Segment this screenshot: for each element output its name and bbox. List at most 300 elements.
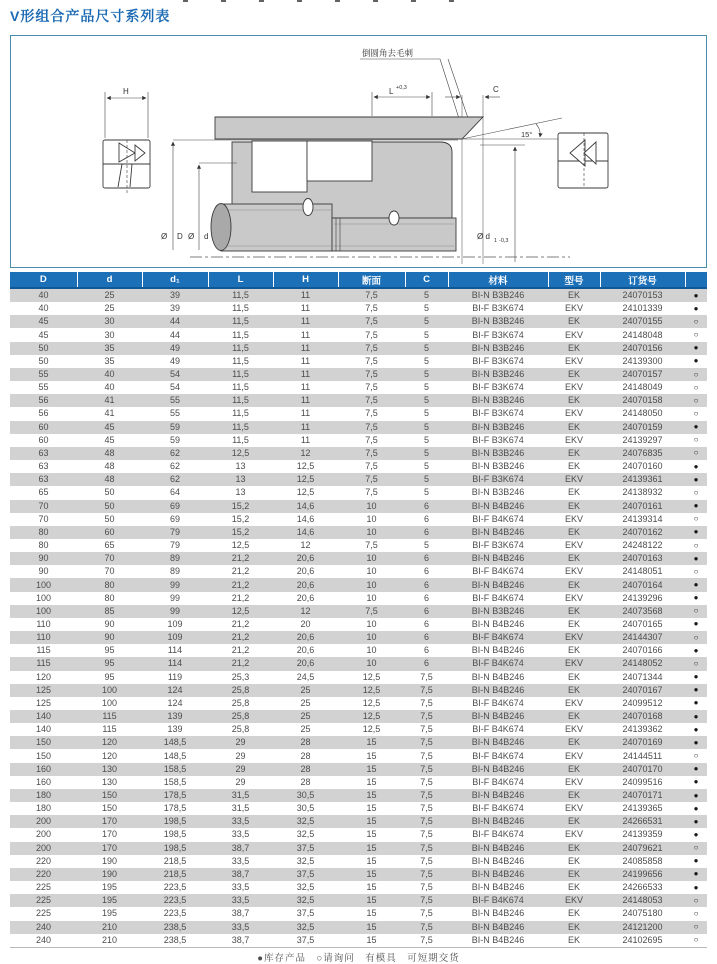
footer-legend: ●库存产品 ○请询问 有模具 可短期交货 <box>257 953 460 964</box>
table-cell: 69 <box>142 500 208 513</box>
table-cell: 15 <box>366 803 377 814</box>
gland-notch-2 <box>307 141 372 181</box>
table-cell: 6 <box>423 645 429 656</box>
stock-dot: ● <box>685 868 707 881</box>
table-cell: 100 <box>101 697 118 708</box>
table-cell: 63 <box>10 447 77 460</box>
table-cell: 12,5 <box>231 540 250 551</box>
table-cell: 12,5 <box>362 724 381 735</box>
table-cell: 21,2 <box>231 592 250 603</box>
dim-l-tolerance: +0,3 <box>396 85 407 91</box>
table-cell: 190 <box>101 855 118 866</box>
table-cell: EK <box>548 710 600 723</box>
table-cell: 20 <box>300 618 311 629</box>
table-cell: 10 <box>338 500 405 513</box>
housing-top-bar <box>215 117 483 139</box>
table-cell: 100 <box>77 684 142 697</box>
table-cell: 21,2 <box>231 566 250 577</box>
table-cell: 170 <box>77 815 142 828</box>
table-cell: 5 <box>405 342 448 355</box>
table-cell: 150 <box>77 789 142 802</box>
stock-dot: ○ <box>685 631 707 644</box>
table-cell: 24070171 <box>600 789 685 802</box>
table-cell: 24071344 <box>622 671 663 682</box>
table-cell: 24139300 <box>622 355 663 366</box>
table-cell: 60 <box>77 526 142 539</box>
table-cell: BI-N B4B246 <box>471 934 525 945</box>
table-row <box>10 736 707 749</box>
table-cell: EK <box>548 684 600 697</box>
table-cell: BI-N B4B246 <box>448 763 548 776</box>
stock-dot: ○ <box>693 540 699 550</box>
table-cell: 25,3 <box>231 671 250 682</box>
stock-dot: ○ <box>685 657 707 670</box>
table-cell: 24070153 <box>600 288 685 302</box>
table-cell: EK <box>548 815 600 828</box>
o-ring-left <box>303 199 313 216</box>
table-cell: EK <box>567 882 580 893</box>
table-cell: BI-F B4K674 <box>472 829 524 840</box>
table-row <box>10 802 707 815</box>
table-cell: 5 <box>423 329 429 340</box>
stock-dot: ● <box>693 619 699 629</box>
table-cell: 99 <box>169 592 180 603</box>
table-cell: 50 <box>10 342 77 355</box>
table-cell: 37,5 <box>296 934 315 945</box>
dim-c-label: C <box>493 85 499 94</box>
table-cell: BI-F B4K674 <box>472 513 524 524</box>
column-header: d <box>77 272 142 288</box>
table-cell: 24070168 <box>600 710 685 723</box>
table-cell: 24148053 <box>600 894 685 907</box>
stock-dot: ● <box>693 593 699 603</box>
table-cell: 11 <box>273 421 338 434</box>
table-cell: 38,7 <box>231 908 250 919</box>
table-cell: 79 <box>169 540 180 551</box>
table-cell: EK <box>548 605 600 618</box>
table-cell: EK <box>567 671 580 682</box>
table-cell: 5 <box>405 421 448 434</box>
table-cell: 110 <box>36 618 51 629</box>
table-cell: BI-F B3K674 <box>472 329 524 340</box>
table-cell: 41 <box>77 394 142 407</box>
table-cell: 25 <box>300 697 311 708</box>
table-cell: BI-N B4B246 <box>448 789 548 802</box>
table-cell: 12 <box>273 605 338 618</box>
table-cell: 158,5 <box>163 776 187 787</box>
table-cell: 12,5 <box>208 447 273 460</box>
table-cell: 5 <box>423 408 429 419</box>
table-cell: 12 <box>273 447 338 460</box>
table-cell: 225 <box>10 894 77 907</box>
table-cell: 33,5 <box>231 882 250 893</box>
table-cell: 160 <box>10 763 77 776</box>
table-cell: 7,5 <box>405 763 448 776</box>
table-row <box>10 368 707 381</box>
table-cell: 24073568 <box>600 605 685 618</box>
table-row <box>10 565 707 578</box>
table-row <box>10 447 707 460</box>
table-cell: 35 <box>77 342 142 355</box>
table-cell: 15 <box>338 815 405 828</box>
table-cell: BI-F B4K674 <box>472 566 524 577</box>
table-cell: 20,6 <box>296 592 315 603</box>
table-cell: 70 <box>10 500 77 513</box>
table-cell: 5 <box>423 487 429 498</box>
table-cell: 6 <box>423 513 429 524</box>
table-cell: 7,5 <box>405 894 448 907</box>
dimension-dia-d1 <box>480 145 525 262</box>
table-cell: 24099512 <box>622 697 663 708</box>
stock-dot: ● <box>693 777 699 787</box>
table-cell: 21,2 <box>208 631 273 644</box>
table-cell: 15 <box>366 776 377 787</box>
stock-dot: ● <box>685 421 707 434</box>
table-cell: EK <box>567 934 580 945</box>
stock-dot: ○ <box>693 514 699 524</box>
table-cell: 50 <box>77 500 142 513</box>
table-row <box>10 828 707 841</box>
table-cell: EKV <box>564 829 583 840</box>
table-cell: 15,2 <box>208 526 273 539</box>
table-cell: 15 <box>366 882 377 893</box>
table-cell: 7,5 <box>405 921 448 934</box>
table-cell: 14,6 <box>273 500 338 513</box>
table-cell: 7,5 <box>405 736 448 749</box>
table-cell: 7,5 <box>420 882 433 893</box>
table-cell: 125 <box>10 684 77 697</box>
table-cell: 5 <box>423 434 429 445</box>
table-row <box>10 921 707 934</box>
table-row <box>10 407 707 420</box>
table-cell: BI-N B3B246 <box>448 342 548 355</box>
table-cell: 49 <box>169 355 180 366</box>
table-cell: 160 <box>35 776 52 787</box>
table-cell: 11,5 <box>232 382 249 393</box>
table-cell: 29 <box>235 750 246 761</box>
deburr-note: 倒圆角去毛刺 <box>362 48 414 58</box>
table-cell: BI-N B4B246 <box>471 671 525 682</box>
table-cell: 28 <box>300 776 311 787</box>
table-cell: 28 <box>273 736 338 749</box>
gland-notch-1 <box>252 141 307 192</box>
table-cell: 25,8 <box>208 684 273 697</box>
table-row <box>10 684 707 697</box>
table-cell: 37,5 <box>273 868 338 881</box>
stock-dot: ● <box>685 763 707 776</box>
table-cell: BI-N B3B246 <box>448 605 548 618</box>
table-cell: 32,5 <box>296 882 315 893</box>
stock-dot: ● <box>693 803 699 813</box>
table-cell: 6 <box>405 526 448 539</box>
table-cell: 10 <box>366 645 377 656</box>
table-cell: 90 <box>104 618 115 629</box>
dia-d-letter: d <box>204 232 209 241</box>
table-cell: 178,5 <box>142 789 208 802</box>
table-cell: 24,5 <box>296 671 315 682</box>
table-cell: EKV <box>564 697 583 708</box>
table-cell: BI-N B3B246 <box>471 461 525 472</box>
table-cell: 90 <box>10 552 77 565</box>
table-cell: 45 <box>10 315 77 328</box>
table-cell: 6 <box>405 657 448 670</box>
table-row <box>10 605 707 618</box>
table-cell: 170 <box>101 829 118 840</box>
table-cell: 40 <box>10 288 77 302</box>
table-cell: 40 <box>38 303 49 314</box>
table-cell: 50 <box>104 513 115 524</box>
table-cell: 24248122 <box>622 540 663 551</box>
table-cell: EK <box>548 447 600 460</box>
table-cell: 238,5 <box>163 934 187 945</box>
table-cell: 15 <box>366 855 377 866</box>
table-cell: 7,5 <box>365 355 378 366</box>
table-cell: 62 <box>142 447 208 460</box>
table-cell: 11 <box>300 355 311 366</box>
table-cell: 11,5 <box>208 421 273 434</box>
table-cell: 30 <box>77 315 142 328</box>
table-cell: 7,5 <box>405 815 448 828</box>
table-cell: 11 <box>300 329 311 340</box>
table-cell: 24139314 <box>622 513 663 524</box>
table-cell: EKV <box>564 750 583 761</box>
table-cell: 24144511 <box>622 750 663 761</box>
table-cell: 20,6 <box>296 645 315 656</box>
table-cell: 56 <box>10 394 77 407</box>
stock-dot: ○ <box>693 435 699 445</box>
table-cell: 21,2 <box>208 657 273 670</box>
table-cell: 39 <box>169 303 180 314</box>
table-cell: 12,5 <box>296 487 315 498</box>
table-cell: 20,6 <box>296 566 315 577</box>
stock-dot: ○ <box>685 842 707 855</box>
dim-l-label: L <box>389 87 394 96</box>
table-cell: 55 <box>10 368 77 381</box>
table-cell: 109 <box>167 618 183 629</box>
table-cell: 180 <box>10 789 77 802</box>
table-cell: 24139362 <box>622 724 663 735</box>
table-cell: 30,5 <box>273 789 338 802</box>
table-cell: 12,5 <box>273 473 338 486</box>
table-cell: BI-N B4B246 <box>471 882 525 893</box>
table-cell: 24079621 <box>600 842 685 855</box>
table-cell: 7,5 <box>420 776 433 787</box>
table-cell: 85 <box>77 605 142 618</box>
table-cell: EK <box>548 552 600 565</box>
table-cell: BI-F B3K674 <box>472 382 524 393</box>
column-header: 断面 <box>338 272 405 288</box>
table-cell: 15 <box>366 908 377 919</box>
table-cell: 24070164 <box>600 578 685 591</box>
table-cell: EKV <box>564 408 583 419</box>
table-cell: BI-N B4B246 <box>471 645 525 656</box>
table-cell: 7,5 <box>338 421 405 434</box>
table-cell: 15,2 <box>231 513 250 524</box>
table-cell: EK <box>548 842 600 855</box>
table-cell: 60 <box>10 421 77 434</box>
table-cell: 6 <box>405 631 448 644</box>
table-cell: 30,5 <box>296 803 315 814</box>
table-cell: EKV <box>564 382 583 393</box>
table-row <box>10 842 707 855</box>
page-edge-artifact <box>183 0 473 2</box>
table-cell: EKV <box>564 803 583 814</box>
table-cell: 198,5 <box>142 842 208 855</box>
table-cell: 21,2 <box>208 578 273 591</box>
table-cell: 11 <box>300 408 311 419</box>
table-cell: 139 <box>142 710 208 723</box>
table-cell: 24070157 <box>600 368 685 381</box>
table-cell: 180 <box>35 803 52 814</box>
table-cell: 24148049 <box>622 382 663 393</box>
table-row <box>10 288 707 302</box>
table-cell: EK <box>548 763 600 776</box>
table-cell: EKV <box>564 776 583 787</box>
table-cell: 11,5 <box>208 342 273 355</box>
table-cell: 33,5 <box>231 829 250 840</box>
stock-dot: ● <box>693 356 699 366</box>
table-cell: BI-F B3K674 <box>472 540 524 551</box>
table-row <box>10 460 707 473</box>
stock-dot: ○ <box>693 408 699 418</box>
table-cell: 15 <box>366 750 377 761</box>
table-cell: 40 <box>77 368 142 381</box>
stock-dot: ○ <box>685 894 707 907</box>
table-cell: 33,5 <box>208 894 273 907</box>
table-cell: BI-N B4B246 <box>448 736 548 749</box>
table-cell: 15,2 <box>208 500 273 513</box>
table-cell: 115 <box>77 710 142 723</box>
right-seal-section <box>558 133 608 188</box>
table-cell: 32,5 <box>296 829 315 840</box>
stock-dot: ● <box>685 710 707 723</box>
stock-dot: ● <box>685 526 707 539</box>
table-cell: 32,5 <box>273 921 338 934</box>
table-cell: 10 <box>366 618 377 629</box>
table-cell: 11,5 <box>208 288 273 302</box>
dia-D-symbol: Ø <box>161 232 168 241</box>
table-cell: 10 <box>366 592 377 603</box>
table-cell: 24102695 <box>622 934 663 945</box>
stock-dot: ● <box>693 645 699 655</box>
table-cell: 109 <box>142 631 208 644</box>
dim-h-label: H <box>123 87 129 96</box>
table-cell: EKV <box>564 592 583 603</box>
table-cell: 218,5 <box>142 868 208 881</box>
table-cell: 24070162 <box>600 526 685 539</box>
table-cell: 24075180 <box>622 908 663 919</box>
table-cell: 178,5 <box>163 803 187 814</box>
table-cell: 148,5 <box>142 736 208 749</box>
table-cell: 200 <box>35 829 52 840</box>
table-cell: 90 <box>77 631 142 644</box>
stock-dot: ● <box>693 882 699 892</box>
table-cell: 139 <box>167 724 183 735</box>
table-cell: 80 <box>77 578 142 591</box>
table-row <box>10 381 707 394</box>
table-cell: 7,5 <box>365 329 378 340</box>
table-row <box>10 868 707 881</box>
table-cell: 49 <box>142 342 208 355</box>
stock-dot: ○ <box>685 315 707 328</box>
table-cell: 20,6 <box>273 552 338 565</box>
stock-dot: ○ <box>693 487 699 497</box>
table-cell: 5 <box>423 540 429 551</box>
table-cell: 12,5 <box>208 605 273 618</box>
column-header: L <box>208 272 273 288</box>
table-cell: 24139361 <box>600 473 685 486</box>
table-row <box>10 644 707 657</box>
table-cell: EKV <box>548 894 600 907</box>
table-cell: EKV <box>548 631 600 644</box>
stock-dot: ● <box>685 815 707 828</box>
stock-dot: ● <box>693 724 699 734</box>
table-cell: 15 <box>338 763 405 776</box>
table-cell: BI-F B4K674 <box>472 776 524 787</box>
table-cell: 115 <box>102 724 117 735</box>
table-cell: 60 <box>38 434 49 445</box>
table-cell: EK <box>548 526 600 539</box>
table-cell: 33,5 <box>208 815 273 828</box>
table-cell: 24070166 <box>622 645 663 656</box>
table-cell: 7,5 <box>365 540 378 551</box>
table-row <box>10 631 707 644</box>
table-cell: 99 <box>142 605 208 618</box>
stock-dot: ○ <box>693 566 699 576</box>
table-cell: 48 <box>77 473 142 486</box>
table-cell: EK <box>548 921 600 934</box>
table-cell: BI-N B3B246 <box>448 394 548 407</box>
table-cell: EK <box>567 461 580 472</box>
seal-assembly-diagram <box>11 36 706 267</box>
table-cell: 240 <box>35 934 52 945</box>
table-cell: 44 <box>169 329 180 340</box>
table-cell: EKV <box>564 566 583 577</box>
table-cell: 24266533 <box>622 882 663 893</box>
table-cell: BI-N B4B246 <box>448 500 548 513</box>
table-cell: 11 <box>273 394 338 407</box>
table-cell: 62 <box>142 473 208 486</box>
table-cell: 13 <box>208 473 273 486</box>
table-row <box>10 907 707 920</box>
table-cell: 11,5 <box>232 355 249 366</box>
table-cell: 12,5 <box>362 671 381 682</box>
table-cell: BI-N B4B246 <box>448 578 548 591</box>
table-cell: EK <box>567 618 580 629</box>
table-cell: BI-N B4B246 <box>448 842 548 855</box>
table-cell: 7,5 <box>338 605 405 618</box>
table-cell: 223,5 <box>163 908 187 919</box>
stock-dot: ○ <box>685 447 707 460</box>
table-cell: 90 <box>38 566 49 577</box>
table-cell: 48 <box>104 461 115 472</box>
table-cell: 115 <box>10 657 77 670</box>
table-cell: 11 <box>273 342 338 355</box>
table-row <box>10 763 707 776</box>
table-cell: 11 <box>273 368 338 381</box>
table-cell: 7,5 <box>420 855 433 866</box>
dimension-series-table <box>10 272 707 948</box>
stock-dot: ○ <box>693 330 699 340</box>
table-cell: 5 <box>405 368 448 381</box>
table-cell: 45 <box>38 329 49 340</box>
table-cell: 89 <box>142 552 208 565</box>
table-cell: 7,5 <box>338 394 405 407</box>
table-cell: 56 <box>38 408 49 419</box>
table-cell: BI-F B4K674 <box>448 894 548 907</box>
table-cell: 6 <box>423 618 429 629</box>
table-cell: 38,7 <box>208 842 273 855</box>
